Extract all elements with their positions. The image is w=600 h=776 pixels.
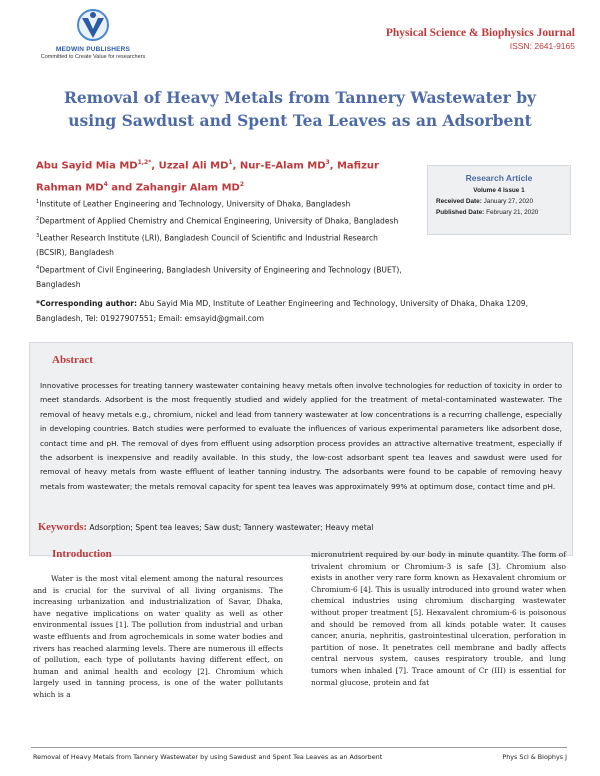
affiliation-text: Department of Civil Engineering, Bangladesh University of Engineering and Technology (BUET), Bangladesh [36,265,402,289]
footer-divider [31,747,567,748]
abstract-text: Innovative processes for treating tannery wastewater containing heavy metals often involve technologies for reduction of toxicity in order to meet standards. Adsorbent is the most frequently studied and widely applied for the treatment of metal-contaminated wastewater. The removal of heavy metals e.g., chromium, nickel and lead from tannery wastewater at low concentrations is a recurring challenge, especially in developing countries. Batch studies were performed to evaluate the influences of various experimental parameters like adsorbent dose, contact time and pH. The removal of dyes from effluent using adsorption process provides an attractive alternative treatment, especially if the adsorbent is inexpensive and readily available. In this study, the low-cost adsorbant spent tea leaves and sawdust were used for removal of heavy metals from waste effluent of leather tanning industry. The adsorbants were found to be capable of removing heavy metals from wastewater; the metals removal capacity for spent tea leaves was approximately 99% at optimum dose, contact time and pH. [40,381,562,491]
received-label: Received Date: [436,198,482,205]
affiliation-mark: 3 [36,233,40,240]
journal-issn: ISSN: 2641-9165 [509,41,575,51]
publisher-tagline: Committed to Create Value for researchers [40,54,146,60]
author-affil-mark: 3 [325,159,330,166]
publisher-logo [28,8,158,64]
footer-running-title: Removal of Heavy Metals from Tannery Wastewater by using Sawdust and Spent Tea Leaves as an Adsorbent [33,753,383,761]
corresponding-label: *Corresponding author: [36,299,138,308]
article-info-box [427,165,571,235]
affiliation-item [36,212,408,229]
author-name: , Uzzal Ali MD [151,160,229,172]
author-name: and Zahangir Alam MD [107,182,240,194]
introduction-heading: Introduction [52,548,112,560]
introduction-column-2: micronutrient required by our body in minute quantity. The form of trivalent chromium or Chromium-3 is safe [3]. Chromium also exists in another very rare form known as Hexavalent chromium or Chromium-6 [4]. This is usually introduced into ground water when chemical industries using chromium discharging wastewater without proper treatment [5]. Hexavalent chromium-6 is poisonous and should be removed from all kinds potable water. It causes cancer, anuria, nephritis, gastrointestinal ulceration, perforation in partition of nose. It penetrates cell membrane and badly affects central nervous system, causes respiratory trouble, and lung tumors when inhaled [7]. Trace amount of Cr (III) is essential for normal glucose, protein and fat [311,550,566,687]
published-date [428,209,570,216]
article-volume: Volume 4 Issue 1 [473,187,525,194]
paper-title: Removal of Heavy Metals from Tannery Wastewater by using Sawdust and Spent Tea Leaves as an Adsorbent [63,88,537,130]
publisher-name: MEDWIN PUBLISHERS [55,46,131,53]
journal-name: Physical Science & Biophysics Journal [385,27,575,39]
author-name: , Mafizur Rahman MD [36,160,379,194]
published-value: February 21, 2020 [486,209,539,216]
affiliation-item [36,229,408,261]
affiliation-text: Department of Applied Chemistry and Chemical Engineering, University of Dhaka, Bangladesh [39,216,399,226]
published-label: Published Date: [436,209,485,216]
journal-info [386,27,575,51]
article-type: Research Article [465,173,533,183]
affiliation-mark: 2 [36,216,40,223]
corresponding-text: Abu Sayid Mia MD, Institute of Leather Engineering and Technology, University of Dhaka, Dhaka 1209, Bangladesh, Tel: 01927907551; Email: emsayid@gmail.com [36,299,529,323]
keywords [38,522,568,533]
introduction-column-1: Water is the most vital element among the natural resources and is crucial for the survival of all living organisms. The increasing urbanization and industrialization of Savar, Dhaka, have negative implications on water quality as well as other environmental issues [1]. The pollution from industrial and urban waste effluents and from agrochemicals in some water bodies and rivers has reached alarming levels. There are numerous ill effects of pollution, each type of pollutants having different effect, on human and animal health and ecology [2]. Chromium which largely used in tanning process, is one of the water pollutants which is a [33,574,283,699]
author-name: , Nur-E-Alam MD [232,160,326,172]
affiliation-list [36,195,408,292]
author-affil-mark: 1 [228,159,233,166]
abstract-heading: Abstract [52,354,93,366]
footer-journal-abbrev: Phys Sci & Biophys J [502,753,567,761]
corresponding-author [36,296,566,326]
affiliation-mark: 4 [36,264,40,271]
affiliation-text: Institute of Leather Engineering and Technology, University of Dhaka, Bangladesh [39,199,351,209]
author-affil-mark: 2 [239,181,245,189]
affiliation-text: Leather Research Institute (LRI), Bangladesh Council of Scientific and Industrial Research (BCSIR), Bangladesh [36,233,378,258]
keywords-label: Keywords: [38,522,87,533]
author-affil-mark: 1,2* [137,159,152,166]
affiliation-mark: 1 [36,199,40,205]
keywords-text: Adsorption; Spent tea leaves; Saw dust; Tannery wastewater; Heavy metal [89,523,374,532]
author-list [36,153,408,198]
author-name: Abu Sayid Mia MD [36,160,138,172]
received-date [428,198,570,205]
medwin-logo-icon [73,8,113,44]
received-value: January 27, 2020 [483,198,533,205]
author-affil-mark: 4 [103,181,108,189]
affiliation-item [36,261,408,293]
affiliation-item [36,195,408,212]
